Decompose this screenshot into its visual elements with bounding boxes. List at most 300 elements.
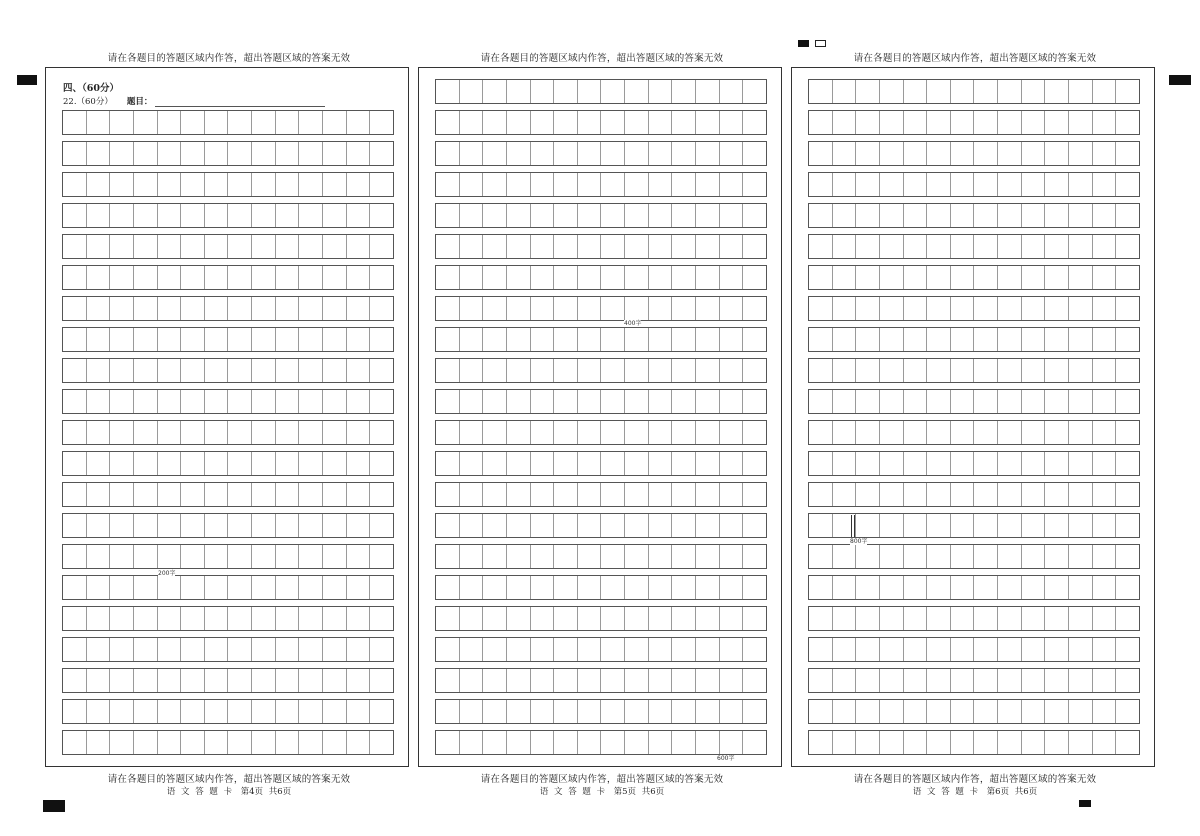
grid-cell[interactable] (299, 266, 323, 289)
grid-row[interactable] (435, 668, 767, 693)
grid-cell[interactable] (696, 266, 720, 289)
grid-cell[interactable] (347, 576, 371, 599)
grid-cell[interactable] (1045, 607, 1069, 630)
grid-cell[interactable] (63, 700, 87, 723)
grid-cell[interactable] (696, 235, 720, 258)
grid-row[interactable] (435, 420, 767, 445)
grid-cell[interactable] (323, 297, 347, 320)
grid-cell[interactable] (578, 173, 602, 196)
grid-cell[interactable] (578, 235, 602, 258)
grid-cell[interactable] (347, 545, 371, 568)
grid-row[interactable] (435, 389, 767, 414)
grid-cell[interactable] (436, 421, 460, 444)
grid-cell[interactable] (649, 359, 673, 382)
grid-cell[interactable] (974, 173, 998, 196)
grid-cell[interactable] (554, 514, 578, 537)
grid-cell[interactable] (1022, 266, 1046, 289)
grid-cell[interactable] (649, 452, 673, 475)
grid-cell[interactable] (134, 266, 158, 289)
grid-cell[interactable] (904, 142, 928, 165)
grid-cell[interactable] (460, 359, 484, 382)
grid-cell[interactable] (347, 204, 371, 227)
grid-cell[interactable] (252, 421, 276, 444)
grid-cell[interactable] (370, 731, 393, 754)
grid-cell[interactable] (625, 421, 649, 444)
grid-cell[interactable] (110, 669, 134, 692)
grid-cell[interactable] (158, 514, 182, 537)
grid-cell[interactable] (460, 142, 484, 165)
grid-cell[interactable] (998, 142, 1022, 165)
grid-cell[interactable] (205, 390, 229, 413)
grid-cell[interactable] (625, 390, 649, 413)
grid-cell[interactable] (1069, 111, 1093, 134)
grid-cell[interactable] (1022, 607, 1046, 630)
grid-cell[interactable] (833, 731, 857, 754)
grid-row[interactable] (62, 296, 394, 321)
grid-cell[interactable] (998, 514, 1022, 537)
grid-cell[interactable] (370, 514, 393, 537)
grid-cell[interactable] (649, 514, 673, 537)
grid-cell[interactable] (1022, 421, 1046, 444)
grid-cell[interactable] (531, 297, 555, 320)
grid-cell[interactable] (347, 359, 371, 382)
grid-cell[interactable] (1093, 80, 1117, 103)
grid-cell[interactable] (625, 359, 649, 382)
grid-cell[interactable] (649, 421, 673, 444)
grid-row[interactable] (435, 265, 767, 290)
grid-cell[interactable] (833, 204, 857, 227)
grid-cell[interactable] (228, 638, 252, 661)
grid-cell[interactable] (554, 452, 578, 475)
grid-cell[interactable] (323, 204, 347, 227)
grid-cell[interactable] (833, 638, 857, 661)
grid-row[interactable] (435, 327, 767, 352)
grid-cell[interactable] (276, 204, 300, 227)
grid-cell[interactable] (507, 483, 531, 506)
grid-cell[interactable] (649, 390, 673, 413)
grid-cell[interactable] (228, 452, 252, 475)
grid-cell[interactable] (460, 173, 484, 196)
grid-cell[interactable] (63, 235, 87, 258)
grid-cell[interactable] (347, 142, 371, 165)
grid-cell[interactable] (554, 700, 578, 723)
grid-cell[interactable] (1069, 359, 1093, 382)
grid-cell[interactable] (1069, 390, 1093, 413)
grid-cell[interactable] (927, 576, 951, 599)
grid-cell[interactable] (1069, 297, 1093, 320)
grid-cell[interactable] (460, 638, 484, 661)
grid-cell[interactable] (1045, 545, 1069, 568)
grid-cell[interactable] (531, 483, 555, 506)
grid-cell[interactable] (228, 576, 252, 599)
grid-cell[interactable] (252, 204, 276, 227)
grid-cell[interactable] (134, 731, 158, 754)
grid-cell[interactable] (181, 235, 205, 258)
grid-cell[interactable] (181, 111, 205, 134)
grid-cell[interactable] (809, 80, 833, 103)
grid-cell[interactable] (252, 235, 276, 258)
grid-cell[interactable] (483, 452, 507, 475)
grid-cell[interactable] (205, 328, 229, 351)
grid-cell[interactable] (299, 638, 323, 661)
grid-cell[interactable] (672, 638, 696, 661)
grid-cell[interactable] (531, 390, 555, 413)
grid-cell[interactable] (554, 297, 578, 320)
grid-cell[interactable] (370, 700, 393, 723)
grid-cell[interactable] (672, 173, 696, 196)
grid-cell[interactable] (672, 576, 696, 599)
grid-cell[interactable] (507, 173, 531, 196)
grid-cell[interactable] (578, 576, 602, 599)
grid-cell[interactable] (436, 80, 460, 103)
grid-cell[interactable] (87, 638, 111, 661)
grid-cell[interactable] (483, 111, 507, 134)
grid-cell[interactable] (601, 638, 625, 661)
grid-cell[interactable] (347, 390, 371, 413)
grid-cell[interactable] (809, 669, 833, 692)
grid-cell[interactable] (720, 607, 744, 630)
grid-cell[interactable] (833, 142, 857, 165)
grid-cell[interactable] (483, 328, 507, 351)
grid-cell[interactable] (347, 297, 371, 320)
grid-cell[interactable] (833, 80, 857, 103)
grid-cell[interactable] (252, 297, 276, 320)
grid-cell[interactable] (370, 638, 393, 661)
grid-cell[interactable] (904, 514, 928, 537)
grid-cell[interactable] (672, 266, 696, 289)
grid-cell[interactable] (483, 607, 507, 630)
grid-cell[interactable] (927, 514, 951, 537)
grid-cell[interactable] (205, 731, 229, 754)
grid-cell[interactable] (856, 359, 880, 382)
grid-cell[interactable] (951, 638, 975, 661)
grid-cell[interactable] (998, 173, 1022, 196)
grid-cell[interactable] (158, 142, 182, 165)
grid-row[interactable] (808, 606, 1140, 631)
grid-cell[interactable] (1022, 731, 1046, 754)
grid-cell[interactable] (904, 390, 928, 413)
grid-cell[interactable] (276, 266, 300, 289)
grid-cell[interactable] (228, 359, 252, 382)
grid-cell[interactable] (998, 328, 1022, 351)
grid-cell[interactable] (554, 235, 578, 258)
grid-cell[interactable] (1045, 204, 1069, 227)
grid-cell[interactable] (134, 669, 158, 692)
grid-cell[interactable] (1069, 576, 1093, 599)
grid-cell[interactable] (507, 266, 531, 289)
grid-cell[interactable] (696, 514, 720, 537)
grid-cell[interactable] (370, 297, 393, 320)
grid-cell[interactable] (951, 607, 975, 630)
grid-cell[interactable] (625, 545, 649, 568)
grid-cell[interactable] (998, 731, 1022, 754)
grid-cell[interactable] (880, 173, 904, 196)
grid-cell[interactable] (720, 700, 744, 723)
grid-cell[interactable] (601, 390, 625, 413)
grid-cell[interactable] (856, 669, 880, 692)
grid-cell[interactable] (87, 700, 111, 723)
grid-cell[interactable] (1045, 359, 1069, 382)
grid-cell[interactable] (951, 731, 975, 754)
grid-cell[interactable] (228, 731, 252, 754)
grid-cell[interactable] (554, 204, 578, 227)
grid-cell[interactable] (63, 421, 87, 444)
grid-cell[interactable] (601, 328, 625, 351)
grid-cell[interactable] (1116, 173, 1139, 196)
grid-cell[interactable] (720, 235, 744, 258)
grid-cell[interactable] (1022, 173, 1046, 196)
grid-cell[interactable] (720, 266, 744, 289)
grid-cell[interactable] (436, 111, 460, 134)
grid-cell[interactable] (1093, 204, 1117, 227)
grid-cell[interactable] (696, 669, 720, 692)
grid-cell[interactable] (205, 111, 229, 134)
grid-cell[interactable] (436, 731, 460, 754)
grid-cell[interactable] (347, 607, 371, 630)
grid-cell[interactable] (252, 111, 276, 134)
grid-cell[interactable] (974, 80, 998, 103)
grid-cell[interactable] (856, 545, 880, 568)
grid-cell[interactable] (809, 514, 833, 537)
grid-cell[interactable] (1116, 359, 1139, 382)
grid-cell[interactable] (672, 111, 696, 134)
grid-cell[interactable] (205, 235, 229, 258)
grid-cell[interactable] (743, 390, 766, 413)
grid-cell[interactable] (951, 514, 975, 537)
grid-cell[interactable] (110, 328, 134, 351)
grid-cell[interactable] (1116, 669, 1139, 692)
grid-cell[interactable] (436, 235, 460, 258)
grid-cell[interactable] (554, 80, 578, 103)
grid-cell[interactable] (134, 452, 158, 475)
grid-cell[interactable] (276, 421, 300, 444)
grid-cell[interactable] (205, 576, 229, 599)
grid-cell[interactable] (833, 576, 857, 599)
grid-cell[interactable] (110, 390, 134, 413)
grid-cell[interactable] (1093, 700, 1117, 723)
grid-cell[interactable] (1093, 452, 1117, 475)
grid-cell[interactable] (809, 111, 833, 134)
grid-cell[interactable] (578, 731, 602, 754)
grid-cell[interactable] (87, 514, 111, 537)
grid-cell[interactable] (276, 111, 300, 134)
grid-cell[interactable] (158, 297, 182, 320)
grid-cell[interactable] (483, 731, 507, 754)
grid-cell[interactable] (904, 731, 928, 754)
grid-row[interactable] (62, 699, 394, 724)
grid-cell[interactable] (672, 731, 696, 754)
grid-cell[interactable] (974, 483, 998, 506)
grid-cell[interactable] (927, 80, 951, 103)
grid-cell[interactable] (87, 173, 111, 196)
grid-cell[interactable] (1045, 328, 1069, 351)
grid-cell[interactable] (507, 421, 531, 444)
grid-cell[interactable] (531, 576, 555, 599)
grid-cell[interactable] (181, 700, 205, 723)
grid-cell[interactable] (158, 483, 182, 506)
grid-cell[interactable] (205, 700, 229, 723)
grid-cell[interactable] (436, 390, 460, 413)
grid-cell[interactable] (181, 545, 205, 568)
grid-cell[interactable] (927, 297, 951, 320)
grid-cell[interactable] (323, 328, 347, 351)
grid-cell[interactable] (63, 297, 87, 320)
grid-cell[interactable] (625, 204, 649, 227)
grid-cell[interactable] (1022, 452, 1046, 475)
grid-cell[interactable] (601, 173, 625, 196)
grid-cell[interactable] (951, 576, 975, 599)
grid-cell[interactable] (252, 607, 276, 630)
grid-cell[interactable] (880, 607, 904, 630)
grid-cell[interactable] (276, 576, 300, 599)
grid-cell[interactable] (601, 142, 625, 165)
grid-cell[interactable] (974, 111, 998, 134)
grid-cell[interactable] (809, 576, 833, 599)
grid-cell[interactable] (436, 452, 460, 475)
grid-cell[interactable] (720, 545, 744, 568)
grid-cell[interactable] (578, 669, 602, 692)
grid-cell[interactable] (181, 204, 205, 227)
grid-cell[interactable] (87, 328, 111, 351)
grid-cell[interactable] (370, 266, 393, 289)
grid-cell[interactable] (625, 576, 649, 599)
grid-cell[interactable] (672, 483, 696, 506)
grid-cell[interactable] (1093, 607, 1117, 630)
grid-cell[interactable] (856, 328, 880, 351)
grid-cell[interactable] (672, 142, 696, 165)
grid-cell[interactable] (904, 700, 928, 723)
grid-row[interactable] (808, 172, 1140, 197)
grid-cell[interactable] (276, 359, 300, 382)
grid-cell[interactable] (205, 483, 229, 506)
grid-cell[interactable] (299, 607, 323, 630)
grid-cell[interactable] (578, 421, 602, 444)
grid-cell[interactable] (554, 390, 578, 413)
grid-cell[interactable] (672, 235, 696, 258)
grid-cell[interactable] (181, 173, 205, 196)
grid-cell[interactable] (228, 266, 252, 289)
grid-cell[interactable] (158, 669, 182, 692)
grid-cell[interactable] (205, 266, 229, 289)
grid-cell[interactable] (507, 359, 531, 382)
grid-cell[interactable] (880, 576, 904, 599)
grid-cell[interactable] (87, 142, 111, 165)
grid-cell[interactable] (625, 111, 649, 134)
grid-cell[interactable] (720, 173, 744, 196)
grid-cell[interactable] (181, 607, 205, 630)
grid-cell[interactable] (370, 607, 393, 630)
grid-cell[interactable] (436, 297, 460, 320)
grid-cell[interactable] (460, 80, 484, 103)
grid-cell[interactable] (974, 266, 998, 289)
grid-cell[interactable] (205, 452, 229, 475)
grid-cell[interactable] (601, 669, 625, 692)
grid-cell[interactable] (63, 669, 87, 692)
grid-cell[interactable] (743, 266, 766, 289)
grid-cell[interactable] (205, 638, 229, 661)
grid-cell[interactable] (347, 421, 371, 444)
grid-cell[interactable] (531, 173, 555, 196)
grid-cell[interactable] (323, 421, 347, 444)
grid-cell[interactable] (299, 328, 323, 351)
grid-row[interactable] (62, 730, 394, 755)
grid-row[interactable] (435, 730, 767, 755)
grid-cell[interactable] (507, 235, 531, 258)
grid-cell[interactable] (1069, 235, 1093, 258)
grid-cell[interactable] (1116, 607, 1139, 630)
grid-cell[interactable] (578, 297, 602, 320)
grid-row[interactable] (435, 451, 767, 476)
grid-cell[interactable] (625, 514, 649, 537)
grid-cell[interactable] (696, 421, 720, 444)
grid-cell[interactable] (181, 421, 205, 444)
grid-cell[interactable] (252, 731, 276, 754)
grid-cell[interactable] (951, 483, 975, 506)
grid-cell[interactable] (158, 607, 182, 630)
grid-cell[interactable] (460, 731, 484, 754)
grid-cell[interactable] (1093, 390, 1117, 413)
grid-cell[interactable] (181, 142, 205, 165)
grid-cell[interactable] (974, 545, 998, 568)
grid-cell[interactable] (880, 390, 904, 413)
grid-cell[interactable] (460, 545, 484, 568)
grid-cell[interactable] (276, 235, 300, 258)
grid-cell[interactable] (998, 638, 1022, 661)
grid-cell[interactable] (507, 576, 531, 599)
grid-row[interactable] (808, 513, 1140, 538)
grid-cell[interactable] (578, 266, 602, 289)
grid-cell[interactable] (856, 266, 880, 289)
grid-cell[interactable] (1069, 328, 1093, 351)
grid-cell[interactable] (578, 204, 602, 227)
grid-cell[interactable] (87, 483, 111, 506)
grid-cell[interactable] (880, 700, 904, 723)
grid-cell[interactable] (601, 111, 625, 134)
grid-cell[interactable] (601, 80, 625, 103)
grid-cell[interactable] (531, 669, 555, 692)
grid-cell[interactable] (649, 576, 673, 599)
grid-cell[interactable] (904, 576, 928, 599)
grid-cell[interactable] (370, 576, 393, 599)
grid-cell[interactable] (625, 483, 649, 506)
grid-cell[interactable] (1045, 80, 1069, 103)
grid-cell[interactable] (856, 607, 880, 630)
grid-cell[interactable] (507, 669, 531, 692)
grid-cell[interactable] (904, 545, 928, 568)
grid-cell[interactable] (625, 266, 649, 289)
grid-cell[interactable] (1045, 700, 1069, 723)
grid-cell[interactable] (134, 204, 158, 227)
grid-cell[interactable] (134, 607, 158, 630)
grid-cell[interactable] (436, 204, 460, 227)
grid-cell[interactable] (1069, 421, 1093, 444)
grid-cell[interactable] (87, 545, 111, 568)
grid-row[interactable] (435, 575, 767, 600)
grid-cell[interactable] (228, 669, 252, 692)
grid-row[interactable] (62, 420, 394, 445)
grid-cell[interactable] (347, 328, 371, 351)
grid-cell[interactable] (625, 669, 649, 692)
grid-cell[interactable] (880, 545, 904, 568)
grid-cell[interactable] (252, 483, 276, 506)
grid-cell[interactable] (927, 359, 951, 382)
grid-cell[interactable] (436, 638, 460, 661)
grid-cell[interactable] (87, 452, 111, 475)
grid-cell[interactable] (87, 421, 111, 444)
grid-cell[interactable] (1093, 421, 1117, 444)
grid-cell[interactable] (1093, 638, 1117, 661)
grid-cell[interactable] (951, 142, 975, 165)
